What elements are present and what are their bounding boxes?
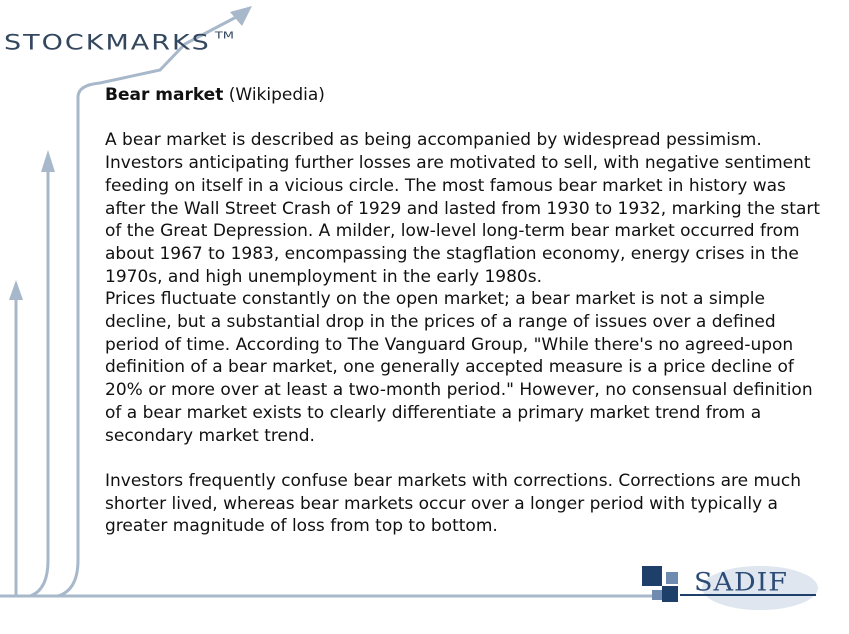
article-paragraph-3: Investors frequently confuse bear markets with corrections. Corrections are much shorter lived, whereas bear markets occur over a longer period with typically a greater magnitude of loss from top to bottom. [105, 470, 801, 537]
sadif-square-2-icon [662, 586, 678, 602]
arrow-shaft-2 [30, 168, 48, 596]
article-title: Bear market [105, 85, 224, 105]
arrow-shaft-3 [58, 97, 78, 596]
sadif-logo-text: SADIF [694, 567, 789, 598]
trademark-symbol: TM [214, 30, 234, 42]
arrow-head-1-icon [9, 280, 23, 300]
article-body [105, 84, 825, 538]
sadif-square-1-icon [642, 566, 662, 586]
arrow-head-trend-icon [230, 6, 252, 26]
stockmarks-logo [4, 30, 234, 55]
article-source: (Wikipedia) [228, 85, 325, 105]
article-paragraph-1: A bear market is described as being accompanied by widespread pessimism. Investors anticipating further losses are motivated to sell, with negative sentiment feeding on itself in a vicious circle. The most famous bear market in history was after the Wall Street Crash of 1929 and lasted from 1930 to 1932, marking the start of the Great Depression. A milder, low-level long-term bear market occurred from about 1967 to 1983, encompassing the stagflation economy, energy crises in the 1970s, and high unemployment in the early 1980s. [105, 130, 821, 287]
arrow-head-2-icon [41, 150, 55, 172]
article-heading [105, 84, 825, 107]
stockmarks-brand-text: STOCKMARKS [4, 30, 211, 55]
article-paragraph-2: Prices fluctuate constantly on the open market; a bear market is not a simple decline, but a substantial drop in the prices of a range of issues over a defined period of time. According to The Vanguard Group, "While there's no agreed-upon definition of a bear market, one generally accepted measure is a price decline of 20% or more over at least a two-month period." However, no consensual definition of a bear market exists to clearly differentiate a primary market trend from a secondary market trend. [105, 289, 813, 446]
sadif-square-3-icon [652, 590, 662, 600]
sadif-square-4-icon [666, 572, 678, 584]
